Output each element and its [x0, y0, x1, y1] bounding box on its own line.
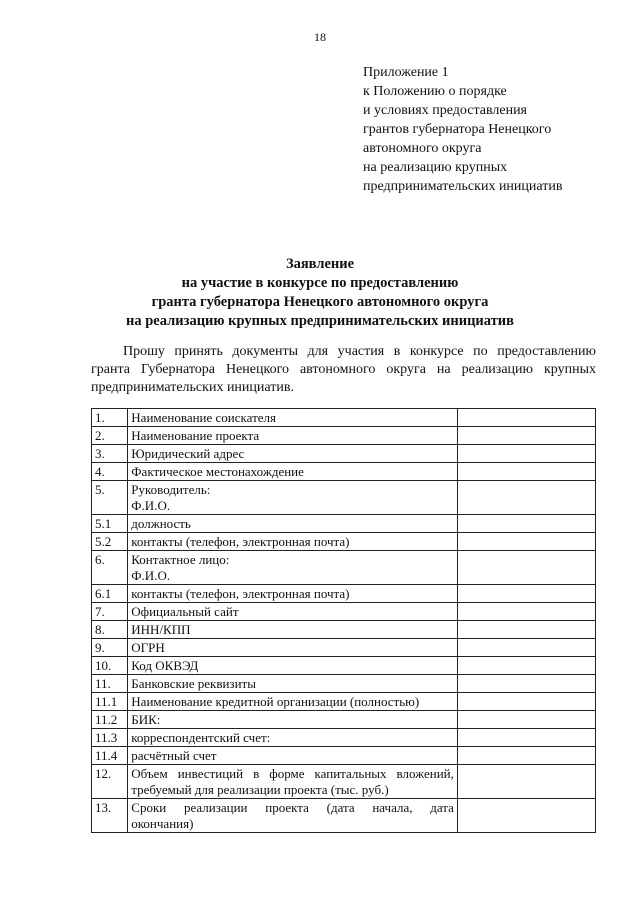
row-value-field[interactable] — [457, 515, 595, 533]
row-value-field[interactable] — [457, 463, 595, 481]
row-value-field[interactable] — [457, 747, 595, 765]
row-value-field[interactable] — [457, 533, 595, 551]
form-row — [92, 463, 596, 481]
row-label-line: Банковские реквизиты — [131, 676, 256, 691]
row-label — [128, 657, 458, 675]
row-number: 13. — [92, 799, 128, 833]
appendix-line: автономного округа — [363, 141, 482, 156]
row-number: 6.1 — [92, 585, 128, 603]
row-label-line: требуемый для реализации проекта (тыс. руб.) — [131, 782, 389, 797]
row-value-field[interactable] — [457, 729, 595, 747]
row-label-line: Фактическое местонахождение — [131, 464, 304, 479]
row-label — [128, 799, 458, 833]
row-label — [128, 765, 458, 799]
row-label — [128, 693, 458, 711]
form-row — [92, 765, 596, 799]
row-number: 11.3 — [92, 729, 128, 747]
row-label — [128, 675, 458, 693]
row-label-line: расчётный счет — [131, 748, 217, 763]
row-number: 3. — [92, 445, 128, 463]
title-line: на участие в конкурсе по предоставлению — [181, 275, 459, 291]
row-value-field[interactable] — [457, 445, 595, 463]
intro-paragraph — [91, 343, 596, 397]
form-row — [92, 427, 596, 445]
form-row — [92, 533, 596, 551]
row-label-line: Наименование проекта — [131, 428, 260, 443]
row-label-line: Ф.И.О. — [131, 568, 171, 583]
row-value-field[interactable] — [457, 481, 595, 515]
row-value-field[interactable] — [457, 409, 595, 427]
row-label — [128, 551, 458, 585]
row-value-field[interactable] — [457, 765, 595, 799]
form-row — [92, 621, 596, 639]
row-label — [128, 747, 458, 765]
row-value-field[interactable] — [457, 603, 595, 621]
row-value-field[interactable] — [457, 693, 595, 711]
row-label-line: Сроки реализации проекта (дата начала, дата — [131, 800, 454, 815]
row-label-line: Наименование соискателя — [131, 410, 276, 425]
form-row — [92, 729, 596, 747]
title-line: гранта губернатора Ненецкого автономного округа — [151, 294, 489, 310]
row-number: 11.1 — [92, 693, 128, 711]
row-value-field[interactable] — [457, 427, 595, 445]
form-row — [92, 675, 596, 693]
row-number: 6. — [92, 551, 128, 585]
form-row — [92, 409, 596, 427]
row-label-line: должность — [131, 516, 191, 531]
page-number: 18 — [314, 30, 326, 44]
row-value-field[interactable] — [457, 711, 595, 729]
row-label — [128, 409, 458, 427]
title-line: Заявление — [285, 256, 355, 272]
row-label-line: Руководитель: — [131, 482, 211, 497]
row-number: 11. — [92, 675, 128, 693]
row-value-field[interactable] — [457, 621, 595, 639]
row-label — [128, 621, 458, 639]
appendix-line: грантов губернатора Ненецкого — [363, 122, 552, 137]
row-label — [128, 445, 458, 463]
row-label — [128, 729, 458, 747]
row-label-line: контакты (телефон, электронная почта) — [131, 586, 350, 601]
form-row — [92, 639, 596, 657]
application-form-table — [91, 408, 596, 833]
row-label-line: Юридический адрес — [131, 446, 245, 461]
row-number: 11.4 — [92, 747, 128, 765]
document-title — [0, 255, 640, 331]
row-label — [128, 515, 458, 533]
title-line: на реализацию крупных предпринимательских инициатив — [126, 313, 514, 329]
row-number: 9. — [92, 639, 128, 657]
row-value-field[interactable] — [457, 639, 595, 657]
row-number: 8. — [92, 621, 128, 639]
appendix-header — [363, 63, 603, 196]
row-label-line: окончания) — [131, 816, 194, 831]
row-label-line: Ф.И.О. — [131, 498, 171, 513]
row-value-field[interactable] — [457, 657, 595, 675]
row-value-field[interactable] — [457, 585, 595, 603]
row-number: 7. — [92, 603, 128, 621]
form-row — [92, 603, 596, 621]
row-label-line: ИНН/КПП — [131, 622, 191, 637]
row-label — [128, 585, 458, 603]
row-number: 12. — [92, 765, 128, 799]
row-value-field[interactable] — [457, 551, 595, 585]
form-row — [92, 799, 596, 833]
form-row — [92, 515, 596, 533]
row-label-line: контакты (телефон, электронная почта) — [131, 534, 350, 549]
appendix-line: на реализацию крупных — [363, 160, 508, 175]
appendix-line: и условиях предоставления — [363, 103, 527, 118]
row-number: 1. — [92, 409, 128, 427]
row-label-line: корреспондентский счет: — [131, 730, 271, 745]
appendix-line: Приложение 1 — [363, 65, 449, 80]
intro-line: Прошу принять документы для участия в конкурсе по предоставлению — [123, 344, 596, 359]
row-label — [128, 533, 458, 551]
form-row — [92, 693, 596, 711]
appendix-line: к Положению о порядке — [363, 84, 507, 99]
row-label — [128, 603, 458, 621]
row-number: 5.1 — [92, 515, 128, 533]
row-label-line: Контактное лицо: — [131, 552, 230, 567]
appendix-line: предпринимательских инициатив — [363, 179, 563, 194]
form-row — [92, 657, 596, 675]
form-row — [92, 551, 596, 585]
row-label-line: БИК: — [131, 712, 161, 727]
row-label-line: Наименование кредитной организации (полностью) — [131, 694, 420, 709]
form-table-body — [92, 409, 596, 833]
row-label-line: ОГРН — [131, 640, 165, 655]
row-value-field[interactable] — [457, 799, 595, 833]
intro-line: предпринимательских инициатив. — [91, 380, 294, 395]
row-value-field[interactable] — [457, 675, 595, 693]
form-row — [92, 747, 596, 765]
row-label-line: Объем инвестиций в форме капитальных вложений, — [131, 766, 454, 781]
row-label — [128, 427, 458, 445]
row-label — [128, 481, 458, 515]
row-label — [128, 639, 458, 657]
row-label — [128, 463, 458, 481]
row-number: 5. — [92, 481, 128, 515]
form-row — [92, 711, 596, 729]
form-row — [92, 445, 596, 463]
row-number: 4. — [92, 463, 128, 481]
row-number: 10. — [92, 657, 128, 675]
row-label — [128, 711, 458, 729]
row-number: 5.2 — [92, 533, 128, 551]
intro-line: гранта Губернатора Ненецкого автономного округа на реализацию крупных — [91, 362, 596, 377]
form-row — [92, 585, 596, 603]
row-label-line: Официальный сайт — [131, 604, 239, 619]
form-row — [92, 481, 596, 515]
row-number: 11.2 — [92, 711, 128, 729]
row-number: 2. — [92, 427, 128, 445]
row-label-line: Код ОКВЭД — [131, 658, 199, 673]
